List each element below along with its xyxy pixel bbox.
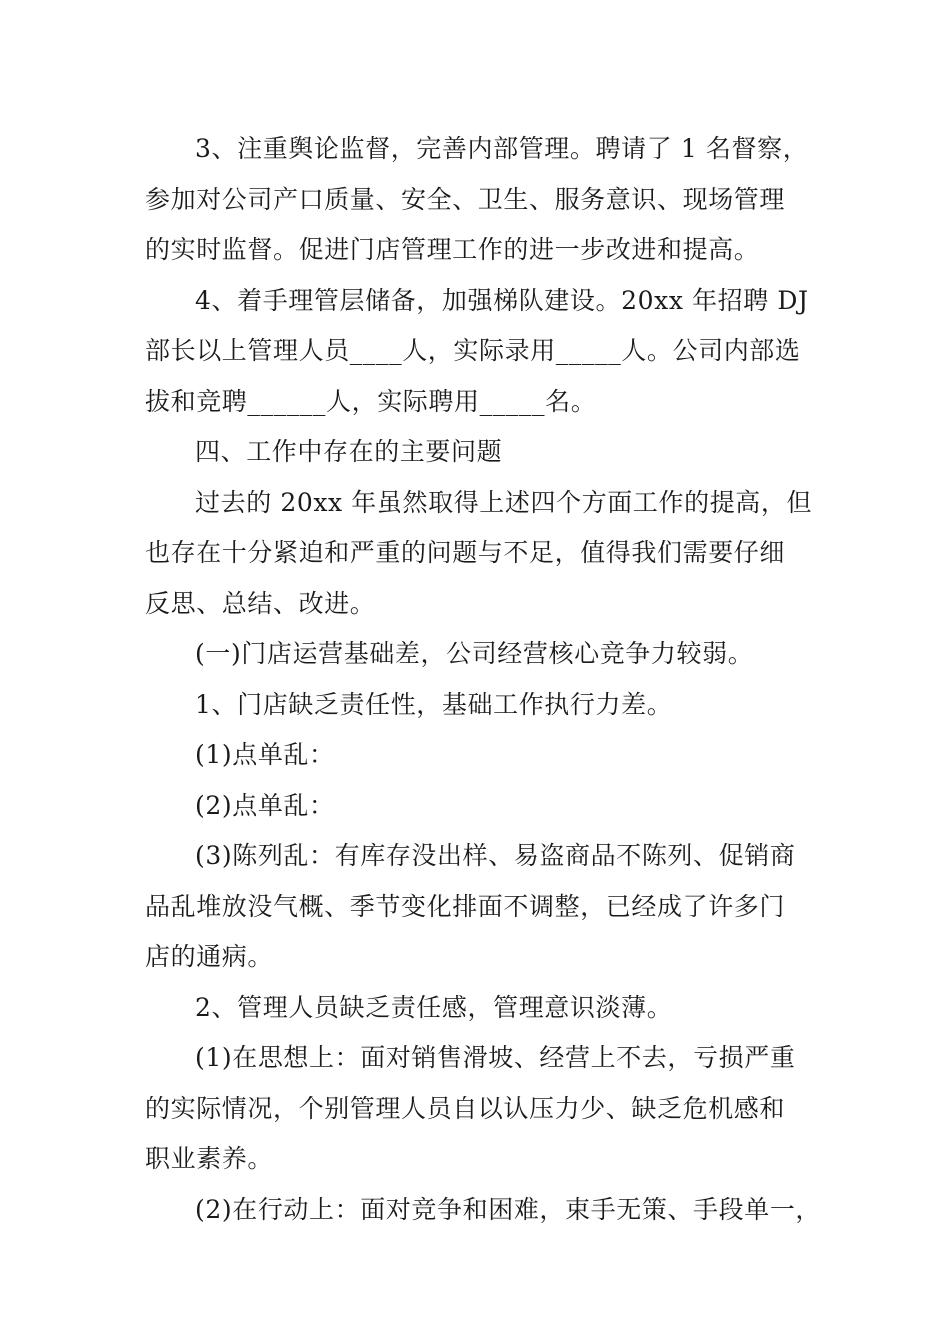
section-heading-main-problems [145,427,815,478]
list-item: 2、管理人员缺乏责任感，管理意识淡薄。 [195,992,673,1022]
document-body [145,124,822,1235]
paragraph-problems-intro [145,478,815,630]
item-management-responsibility [145,983,815,1034]
item-store-responsibility [145,680,815,731]
subheading: (一)门店运营基础差，公司经营核心竞争力较弱。 [195,639,754,668]
text-line: 职业素养。 [145,1144,274,1173]
list-item: 1、门店缺乏责任性，基础工作执行力差。 [195,689,673,719]
list-item: (1)点单乱： [195,740,335,769]
text-line: 3、注重舆论监督，完善内部管理。聘请了 1 名督察， [195,134,809,163]
text-line: 参加对公司产口质量、安全、卫生、服务意识、现场管理 [145,184,786,214]
subitem-1 [145,730,815,781]
text-line: (3)陈列乱：有库存没出样、易盗商品不陈列、促销商 [195,841,796,870]
text-line: (2)在行动上：面对竞争和困难，束手无策、手段单一， [195,1194,822,1224]
list-item: (2)点单乱： [195,790,335,820]
text-line: 过去的 20xx 年虽然取得上述四个方面工作的提高，但 [195,487,813,517]
text-line: 部长以上管理人员____人，实际录用_____人。公司内部选 [145,336,801,365]
text-line: 品乱堆放没气概、季节变化排面不调整，已经成了许多门 [145,891,786,921]
text-line: 4、着手理管层储备，加强梯队建设。20xx 年招聘 DJ [195,285,809,315]
text-line: 也存在十分紧迫和严重的问题与不足，值得我们需要仔细 [145,538,786,567]
text-line: 反思、总结、改进。 [145,588,376,618]
subitem-thinking [145,1033,815,1185]
subitem-3-display [145,831,815,983]
paragraph-supervision [145,124,815,276]
subheading-operations-weak [145,629,815,680]
text-line: 拔和竞聘______人，实际聘用_____名。 [145,386,597,416]
paragraph-talent-reserve [145,276,815,428]
text-line: (1)在思想上：面对销售滑坡、经营上不去，亏损严重 [195,1043,796,1072]
text-line: 的实际情况，个别管理人员自以认压力少、缺乏危机感和 [145,1093,786,1123]
subitem-action [145,1185,822,1236]
subitem-2 [145,781,815,832]
text-line: 的实时监督。促进门店管理工作的进一步改进和提高。 [145,235,760,264]
text-line: 店的通病。 [145,942,274,971]
section-heading: 四、工作中存在的主要问题 [195,437,503,466]
